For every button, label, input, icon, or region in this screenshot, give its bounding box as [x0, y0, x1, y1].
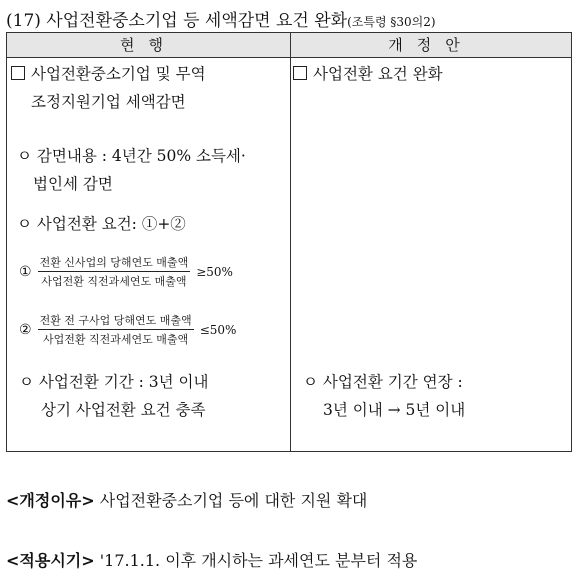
revised-column [291, 58, 572, 452]
title-text: (17) 사업전환중소기업 등 세액감면 요건 완화 [6, 11, 348, 31]
fraction-numerator: 전환 신사업의 당해연도 매출액 [38, 254, 191, 272]
effective-date-note [6, 548, 417, 571]
revised-item-1: 사업전환 요건 완화 [293, 60, 443, 88]
header-revised: 개정안 [291, 33, 572, 58]
fraction-condition-1 [19, 254, 233, 289]
comparison-table [6, 32, 572, 452]
current-item-2-cont: 법인세 감면 [33, 175, 113, 193]
checkbox-square-icon [293, 66, 307, 80]
table-body-row [7, 58, 572, 452]
reason-label: <개정이유> [6, 491, 95, 510]
section-title [6, 6, 436, 31]
header-current: 현행 [7, 33, 291, 58]
circled-two-icon: ② [19, 321, 32, 338]
current-item-4-cont: 상기 사업전환 요건 충족 [41, 401, 206, 419]
current-column [7, 58, 291, 452]
effective-text: '17.1.1. 이후 개시하는 과세연도 분부터 적용 [99, 551, 418, 570]
table-header-row [7, 33, 572, 58]
reason-note [6, 488, 367, 511]
current-item-3: ㅇ 사업전환 요건: ①+② [17, 215, 186, 233]
fraction-numerator: 전환 전 구사업 당해연도 매출액 [38, 312, 194, 330]
fraction-denominator: 사업전환 직전과세연도 매출액 [43, 333, 189, 346]
fraction-condition-2 [19, 312, 236, 347]
current-item-1: 사업전환중소기업 및 무역 [11, 60, 206, 88]
effective-label: <적용시기> [6, 551, 95, 570]
revised-item-2: ㅇ 사업전환 기간 연장 : [303, 373, 463, 391]
current-item-2: ㅇ 감면내용 : 4년간 50% 소득세· [17, 147, 246, 165]
checkbox-square-icon [11, 66, 25, 80]
title-reference: (조특령 §30의2) [347, 15, 436, 29]
revised-item-2-cont: 3년 이내 → 5년 이내 [323, 401, 466, 419]
current-item-4: ㅇ 사업전환 기간 : 3년 이내 [19, 373, 209, 391]
circled-one-icon: ① [19, 263, 32, 280]
fraction-threshold: ≤50% [199, 322, 237, 337]
fraction-denominator: 사업전환 직전과세연도 매출액 [41, 275, 187, 288]
fraction-threshold: ≥50% [196, 264, 233, 279]
current-item-1-cont: 조정지원기업 세액감면 [31, 93, 186, 111]
reason-text: 사업전환중소기업 등에 대한 지원 확대 [99, 491, 368, 510]
